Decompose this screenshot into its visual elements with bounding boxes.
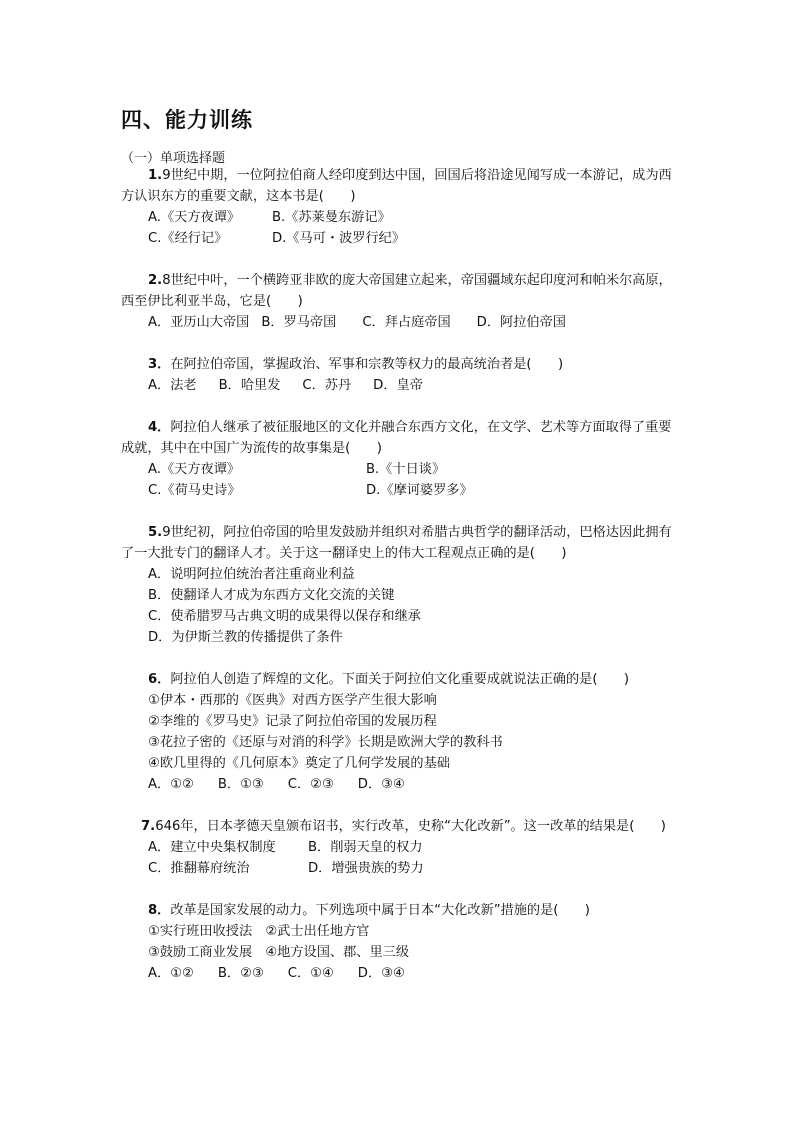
question-text: 阿拉伯人创造了辉煌的文化。下面关于阿拉伯文化重要成就说法正确的是( ) (170, 672, 630, 687)
option-d[interactable]: D．增强贵族的势力 (308, 861, 424, 876)
page-title: 四、能力训练 (121, 108, 253, 132)
option-c[interactable]: C．使希腊罗马古典文明的成果得以保存和继承 (148, 609, 421, 624)
question-stem (121, 816, 677, 837)
option-a[interactable]: A.《天方夜谭》 (148, 462, 241, 477)
question-number: 8． (148, 903, 171, 918)
question-stem (121, 417, 677, 459)
option-d[interactable]: D．③④ (357, 777, 405, 792)
option-a[interactable]: A．亚历山大帝国 (148, 315, 250, 330)
option-b[interactable]: B．①③ (217, 777, 264, 792)
question-number: 1. (148, 168, 163, 183)
question-number: 5. (148, 525, 163, 540)
option-row (121, 228, 677, 249)
option-b[interactable]: B.《苏莱曼东游记》 (272, 210, 391, 225)
question-stem (121, 165, 677, 207)
statement-item: ①实行班田收授法 ②武士出任地方官 (148, 924, 370, 939)
option-c[interactable]: C．苏丹 (302, 378, 352, 393)
option-b[interactable]: B．罗马帝国 (261, 315, 337, 330)
option-row (121, 375, 677, 396)
question-stem (121, 270, 677, 312)
question-1 (121, 165, 677, 249)
option-row (121, 207, 677, 228)
option-d[interactable]: D．③④ (357, 966, 405, 981)
option-d[interactable]: D．皇帝 (373, 378, 423, 393)
option-c[interactable]: C．拜占庭帝国 (362, 315, 451, 330)
question-number: 7. (141, 819, 156, 834)
option-a[interactable]: A．①② (148, 777, 194, 792)
question-text: 阿拉伯人继承了被征服地区的文化并融合东西方文化，在文学、艺术等方面取得了重要成就，其中在中国广为流传的故事集是( ) (121, 420, 672, 456)
option-c[interactable]: C．①④ (287, 966, 334, 981)
question-list (121, 165, 677, 984)
question-text: 9世纪初，阿拉伯帝国的哈里发鼓励并组织对希腊古典哲学的翻译活动，巴格达因此拥有了一大批专门的翻译人才。关于这一翻译史上的伟大工程观点正确的是( ) (121, 525, 672, 561)
question-text: 在阿拉伯帝国，掌握政治、军事和宗教等权力的最高统治者是( ) (170, 357, 564, 372)
option-b[interactable]: B．使翻译人才成为东西方文化交流的关键 (148, 588, 395, 603)
section-heading: （一）单项选择题 (121, 151, 226, 166)
option-b[interactable]: B．削弱天皇的权力 (308, 840, 423, 855)
statement-item: ①伊本・西那的《医典》对西方医学产生很大影响 (148, 693, 437, 708)
option-b[interactable]: B．哈里发 (218, 378, 281, 393)
question-text: 646年，日本孝德天皇颁布诏书，实行改革，史称“大化改新”。这一改革的结果是( ) (155, 819, 666, 834)
question-2 (121, 270, 677, 333)
option-a[interactable]: A．建立中央集权制度 (148, 840, 276, 855)
question-text: 8世纪中叶，一个横跨亚非欧的庞大帝国建立起来，帝国疆域东起印度河和帕米尔高原，西至伊比利亚半岛，它是( ) (121, 273, 672, 309)
question-number: 2. (148, 273, 163, 288)
statement-item: ③花拉子密的《还原与对消的科学》长期是欧洲大学的教科书 (148, 735, 503, 750)
option-a[interactable]: A．法老 (148, 378, 197, 393)
option-row (121, 837, 677, 858)
option-d[interactable]: D．阿拉伯帝国 (476, 315, 566, 330)
question-text: 9世纪中期，一位阿拉伯商人经印度到达中国，回国后将沿途见闻写成一本游记，成为西方认识东方的重要文献，这本书是( ) (121, 168, 672, 204)
option-a[interactable]: A．①② (148, 966, 194, 981)
question-stem (121, 900, 677, 921)
option-b[interactable]: B.《十日谈》 (366, 462, 446, 477)
option-b[interactable]: B．②③ (217, 966, 264, 981)
option-c[interactable]: C.《荷马史诗》 (148, 483, 241, 498)
option-row (121, 459, 677, 480)
question-7 (121, 816, 677, 879)
question-number: 3． (148, 357, 171, 372)
statement-item: ②李维的《罗马史》记录了阿拉伯帝国的发展历程 (148, 714, 437, 729)
question-stem (121, 522, 677, 564)
question-number: 6． (148, 672, 171, 687)
option-d[interactable]: D.《马可・波罗行纪》 (272, 231, 406, 246)
question-8 (121, 900, 677, 984)
option-row (121, 963, 677, 984)
question-stem (121, 669, 677, 690)
question-6 (121, 669, 677, 795)
option-c[interactable]: C．推翻幕府统治 (148, 861, 250, 876)
option-d[interactable]: D.《摩诃婆罗多》 (366, 483, 473, 498)
question-text: 改革是国家发展的动力。下列选项中属于日本“大化改新”措施的是( ) (170, 903, 590, 918)
option-row (121, 858, 677, 879)
option-d[interactable]: D．为伊斯兰教的传播提供了条件 (148, 630, 343, 645)
option-c[interactable]: C．②③ (287, 777, 334, 792)
statement-item: ④欧几里得的《几何原本》奠定了几何学发展的基础 (148, 756, 450, 771)
question-number: 4． (148, 420, 171, 435)
option-c[interactable]: C.《经行记》 (148, 231, 228, 246)
question-5 (121, 522, 677, 648)
option-row (121, 480, 677, 501)
statement-item: ③鼓励工商业发展 ④地方设国、郡、里三级 (148, 945, 410, 960)
option-a[interactable]: A.《天方夜谭》 (148, 210, 241, 225)
option-row (121, 312, 677, 333)
question-4 (121, 417, 677, 501)
question-stem (121, 354, 677, 375)
option-row (121, 774, 677, 795)
option-a[interactable]: A．说明阿拉伯统治者注重商业利益 (148, 567, 355, 582)
question-3 (121, 354, 677, 396)
